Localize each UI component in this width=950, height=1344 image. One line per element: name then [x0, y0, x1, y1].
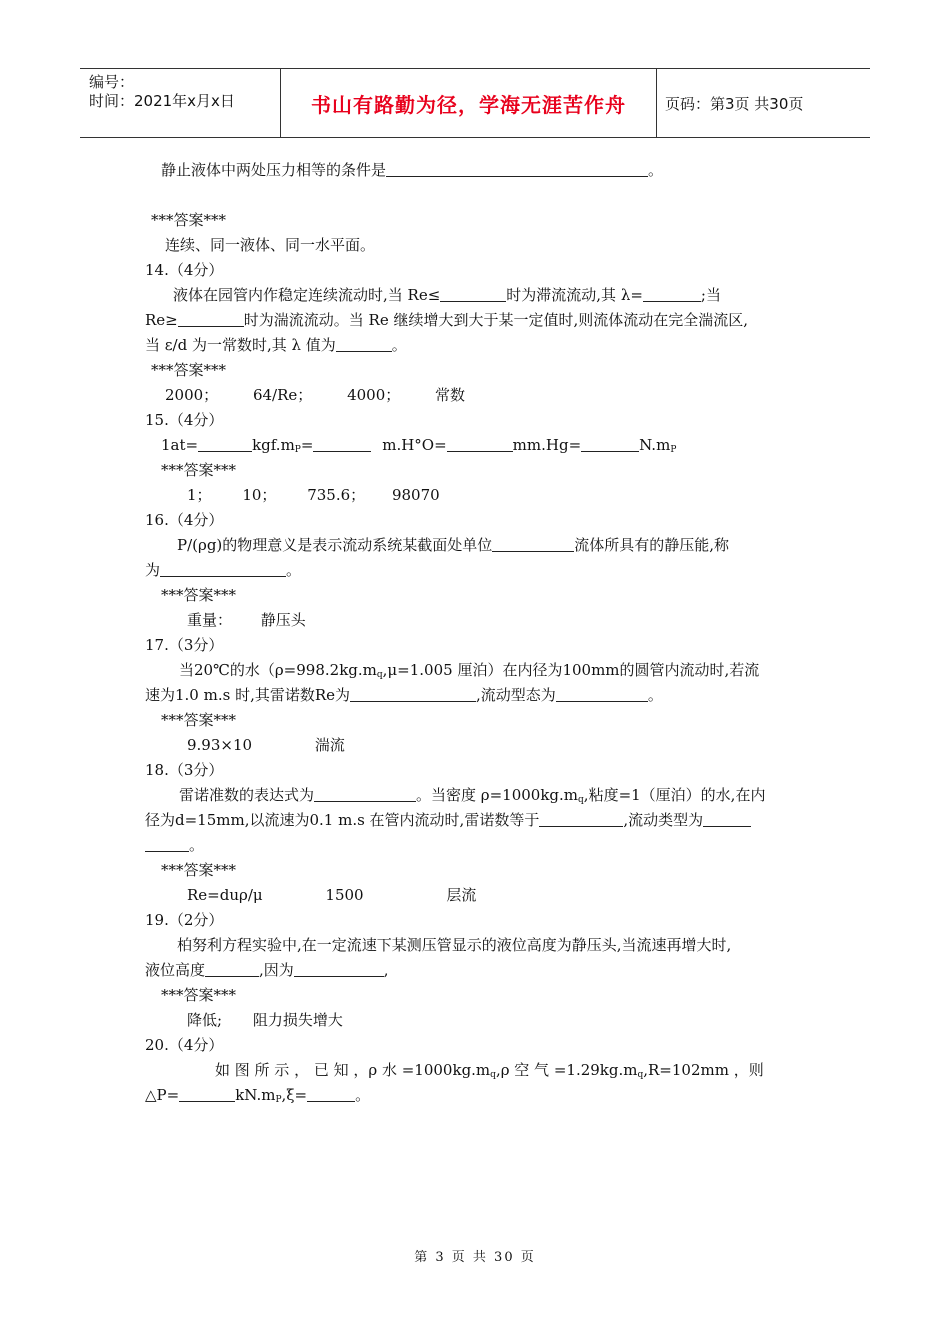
question-number: 15.（4分） — [145, 411, 224, 429]
number-label: 编号： — [89, 73, 135, 91]
text-line: 液体在园管内作稳定连续流动时,当 Re≤ 时为滞流流动,其 λ= ;当 — [173, 286, 721, 304]
answer-text: 连续、同一液体、同一水平面。 — [165, 236, 376, 254]
answer-text: 降低; 阻力损失增大 — [187, 1011, 343, 1029]
answer-text: 重量： 静压头 — [187, 611, 306, 629]
answer-text: Re=duρ/μ 1500 层流 — [187, 886, 477, 904]
answer-label: ***答案*** — [161, 586, 237, 604]
text-line: 径为d=15mm,以流速为0.1 m.s 在管内流动时,雷诺数等于 ,流动类型为 — [145, 808, 751, 832]
text-line: 雷诺准数的表达式为 。当密度 $\rho=1000kg.m_q$,粘度=1（厘泊）的水,在内 — [179, 786, 766, 805]
text-line: $1at= kgf.m_P= m.H^\circ O= mm.Hg= N.m_P$ — [161, 436, 677, 455]
answer-label: ***答案*** — [161, 986, 237, 1004]
text-line: P/(ρg)的物理意义是表示流动系统某截面处单位 流体所具有的静压能,称 — [177, 536, 730, 554]
text-line: 当 ε/d 为一常数时,其 λ 值为 。 — [145, 336, 407, 354]
header-meta — [80, 69, 281, 137]
answer-text: 9.93×10 湍流 — [187, 736, 345, 754]
question-number: 17.（3分） — [145, 636, 224, 654]
time-label: 时间：2021年x月x日 — [89, 92, 235, 110]
answer-text: 1； 10； 735.6； 98070 — [187, 486, 440, 504]
question-number: 14.（4分） — [145, 261, 224, 279]
text-line: 当20℃的水（$\rho=998.2kg.m_q,\mu=1.005$ 厘泊）在内径为100mm的圆管内流动时,若流 — [179, 661, 760, 680]
answer-label: ***答案*** — [151, 361, 227, 379]
answer-label: ***答案*** — [161, 461, 237, 479]
answer-label: ***答案*** — [161, 861, 237, 879]
question-number: 18.（3分） — [145, 761, 224, 779]
question-number: 19.（2分） — [145, 911, 224, 929]
text-line: 为 。 — [145, 561, 302, 579]
page-info: 页码：第3页 共30页 — [665, 94, 804, 113]
text-line: Re≥ 时为湍流流动。当 Re 继续增大到大于某一定值时,则流体流动在完全湍流区, — [145, 311, 748, 329]
answer-label: ***答案*** — [161, 711, 237, 729]
question-number: 20.（4分） — [145, 1036, 224, 1054]
text-line: 速为1.0 m.s 时,其雷诺数Re为 ,流动型态为 。 — [145, 686, 663, 704]
text-line: 液位高度 ,因为 , — [145, 961, 389, 979]
text-line: 静止液体中两处压力相等的条件是 。 — [161, 161, 664, 179]
motto: 书山有路勤为径，学海无涯苦作舟 — [281, 69, 657, 137]
answer-label: ***答案*** — [151, 211, 227, 229]
text-line: 如 图 所 示 ， 已 知 ，ρ 水 $=1000kg.m_q,\rho$ 空 气 $=1.29kg.m_q,R=102mm$ ，则 — [215, 1061, 764, 1080]
answer-text: 2000； 64/Re； 4000； 常数 — [165, 386, 466, 404]
question-number: 16.（4分） — [145, 511, 224, 529]
text-line: 柏努利方程实验中,在一定流速下某测压管显示的液位高度为静压头,当流速再增大时, — [177, 936, 732, 954]
page-header — [80, 68, 870, 138]
page-footer: 第 3 页 共 30 页 — [414, 1250, 536, 1265]
text-line: 。 — [145, 833, 204, 857]
text-line: △P= $kN.m_P,\xi=$ 。 — [145, 1086, 371, 1105]
